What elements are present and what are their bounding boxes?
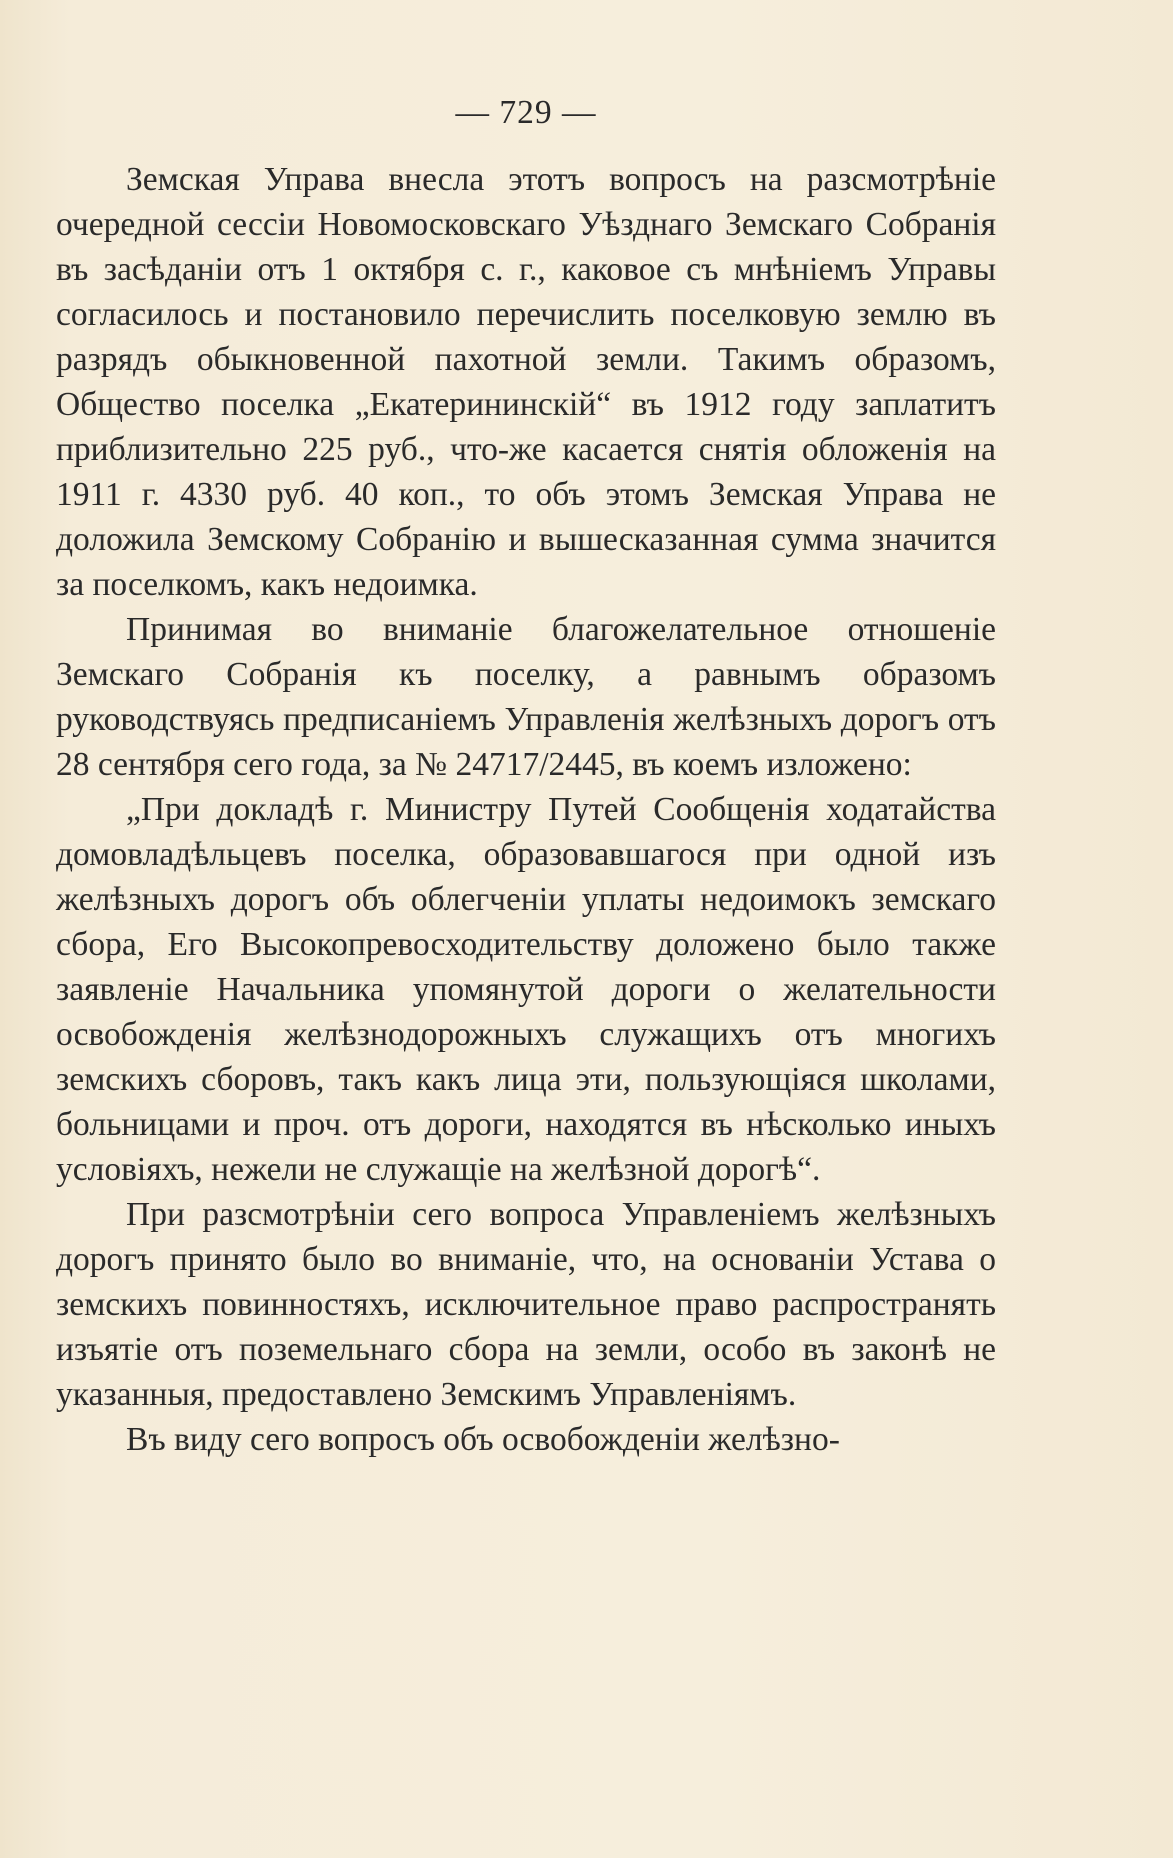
paragraph-4: При разсмотрѣніи сего вопроса Управленіемъ желѣзныхъ дорогъ принято было во вниманіе, что, на основаніи Устава о земскихъ повинностяхъ, исключительное право распространять изъятіе отъ поземельнаго сбора на земли, особо въ законѣ не указанныя, предоставлено Земскимъ Управленіямъ. — [56, 1196, 996, 1413]
paragraph-2: Принимая во вниманіе благожелательное отношеніе Земскаго Собранія къ поселку, а равнымъ образомъ руководствуясь предписаніемъ Управленія желѣзныхъ дорогъ отъ 28 сентября сего года, за № 24717/2445, въ коемъ изложено: — [56, 611, 996, 783]
paragraph-5: Въ виду сего вопросъ объ освобожденіи желѣзно- — [126, 1421, 840, 1458]
paragraph-3-quote: „При докладѣ г. Министру Путей Сообщенія ходатайства домовладѣльцевъ поселка, образовавшагося при одной изъ желѣзныхъ дорогъ объ облегченіи уплаты недоимокъ земскаго сбора, Его Высокопревосходительству доложено было также заявленіе Начальника упомянутой дороги о желательности освобожденія желѣзнодорожныхъ служащихъ отъ многихъ земскихъ сборовъ, такъ какъ лица эти, пользующіяся школами, больницами и проч. отъ дороги, находятся въ нѣсколько иныхъ условіяхъ, нежели не служащіе на желѣзной дорогѣ“. — [56, 791, 996, 1188]
paragraph-1: Земская Управа внесла этотъ вопросъ на разсмотрѣніе очередной сессіи Новомосковскаго Уѣзднаго Земскаго Собранія въ засѣданіи отъ 1 октября с. г., каковое съ мнѣніемъ Управы согласилось и постановило перечислить поселковую землю въ разрядъ обыкновенной пахотной земли. Такимъ образомъ, Общество поселка „Екатерининскій“ въ 1912 году заплатитъ приблизительно 225 руб., что-же касается снятія обложенія на 1911 г. 4330 руб. 40 коп., то объ этомъ Земская Управа не доложила Земскому Собранію и вышесказанная сумма значится за поселкомъ, какъ недоимка. — [56, 161, 996, 603]
page-number: — 729 — — [455, 94, 597, 131]
page-text — [56, 90, 996, 1462]
